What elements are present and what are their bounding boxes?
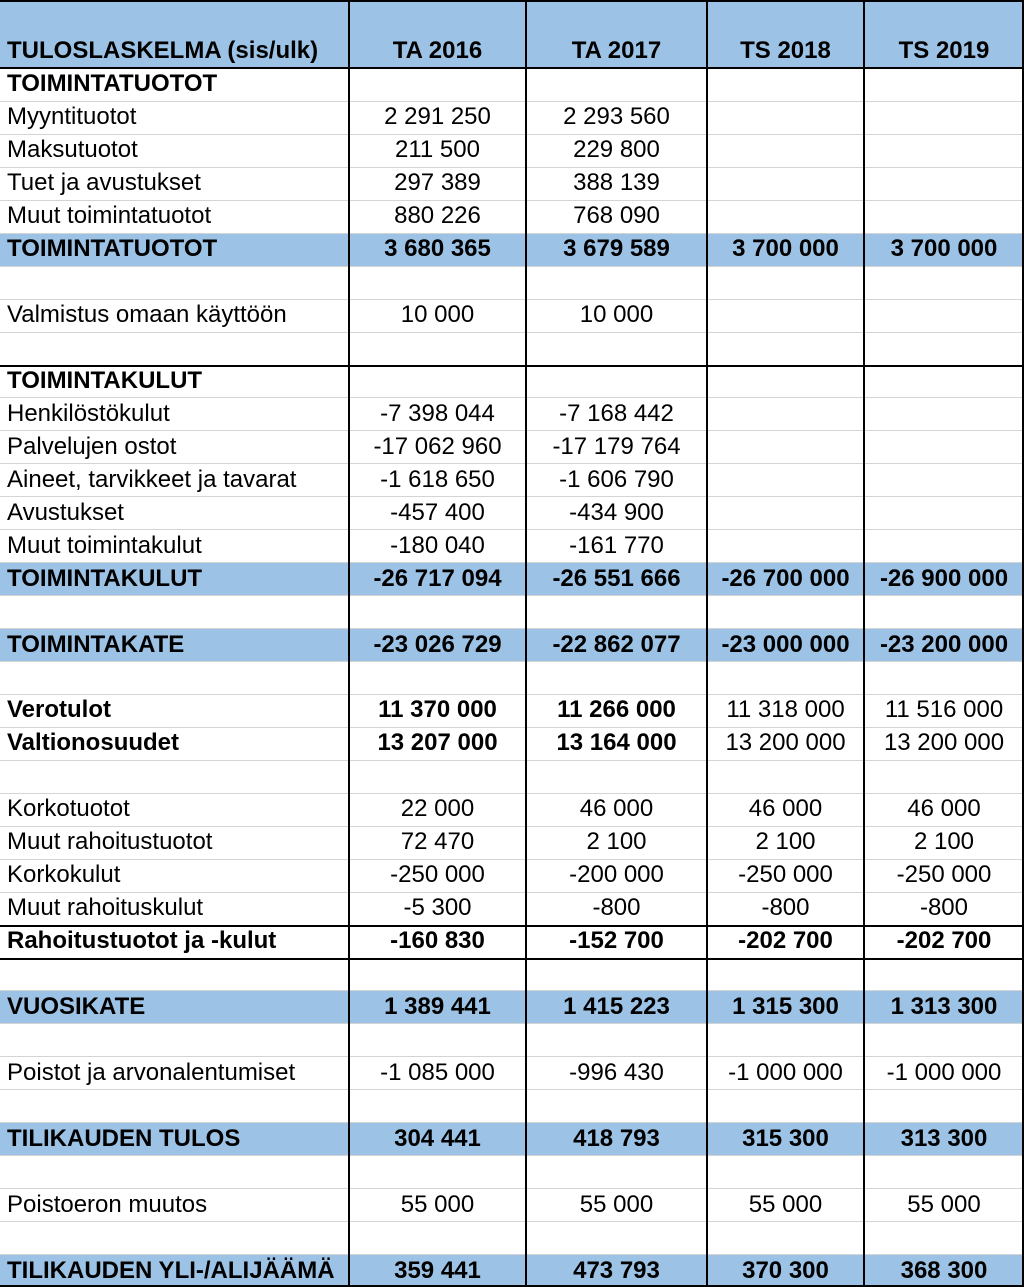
row-divider	[0, 1254, 1024, 1255]
row-value-col-2	[526, 1023, 707, 1056]
row-divider	[0, 430, 1024, 431]
row-divider	[0, 266, 1024, 267]
row-value-col-4	[864, 167, 1024, 200]
row-value-col-3: 11 318 000	[726, 696, 845, 724]
row-label: TILIKAUDEN TULOS	[7, 1124, 241, 1152]
row-value-col-3: 3 700 000	[732, 235, 839, 263]
row-value-col-4	[864, 529, 1024, 562]
table-row-myyntituotot	[0, 101, 1024, 134]
section-divider	[0, 958, 1024, 960]
row-value-col-2: -17 179 764	[552, 432, 681, 460]
row-value-col-2: 768 090	[573, 202, 660, 230]
row-value-col-4: 368 300	[900, 1256, 988, 1284]
row-value-col-3: 46 000	[748, 795, 823, 823]
row-value-col-3	[707, 958, 864, 991]
table-row-palvelujen-ostot	[0, 430, 1024, 463]
row-divider	[0, 892, 1024, 893]
row-value-col-4	[864, 430, 1024, 463]
row-value-col-1: -180 040	[390, 531, 485, 559]
row-value-col-3	[707, 463, 864, 496]
row-value-col-1	[349, 1155, 526, 1188]
row-divider	[0, 595, 1024, 596]
row-value-col-3	[707, 266, 864, 299]
row-value-col-4	[864, 365, 1024, 398]
row-divider	[0, 1056, 1024, 1057]
row-value-col-1	[349, 958, 526, 991]
table-row-toimintatuotot	[0, 233, 1024, 266]
row-divider	[0, 167, 1024, 168]
row-value-col-3: -1 000 000	[728, 1058, 843, 1086]
row-label: Valtionosuudet	[7, 729, 180, 757]
row-value-col-1: -7 398 044	[380, 399, 495, 427]
row-value-col-2	[526, 332, 707, 365]
table-row-spacer	[0, 1221, 1024, 1254]
row-label: Poistoeron muutos	[7, 1190, 208, 1218]
row-value-col-2	[526, 958, 707, 991]
row-value-col-4	[864, 266, 1024, 299]
row-value-col-2: 2 293 560	[563, 103, 670, 131]
row-value-col-2: -996 430	[569, 1058, 664, 1086]
row-label: Tuet ja avustukset	[7, 169, 201, 197]
row-value-col-2	[526, 1089, 707, 1122]
row-value-col-1	[349, 266, 526, 299]
row-label	[0, 958, 349, 991]
row-label: Muut toimintatuotot	[7, 202, 212, 230]
row-value-col-2: 3 679 589	[563, 235, 670, 263]
row-value-col-1: 304 441	[394, 1124, 481, 1152]
row-divider	[0, 562, 1024, 563]
table-row-toimintatuotot	[0, 68, 1024, 101]
row-value-col-1	[349, 365, 526, 398]
row-value-col-2: 46 000	[579, 795, 654, 823]
table-row-spacer	[0, 266, 1024, 299]
row-label: Muut rahoituskulut	[7, 894, 204, 922]
row-value-col-4	[864, 958, 1024, 991]
row-value-col-1: 1 389 441	[384, 992, 491, 1020]
row-value-col-4	[864, 595, 1024, 628]
row-divider	[0, 628, 1024, 629]
row-value-col-1: 22 000	[400, 795, 475, 823]
column-header-ta-2017: TA 2017	[571, 37, 662, 64]
row-value-col-2: 2 100	[586, 828, 647, 856]
row-label: Poistot ja arvonalentumiset	[7, 1058, 296, 1086]
row-value-col-2: 473 793	[573, 1256, 660, 1284]
row-value-col-1: 2 291 250	[384, 103, 491, 131]
row-divider	[0, 1188, 1024, 1189]
row-divider	[0, 826, 1024, 827]
row-value-col-3: -202 700	[738, 927, 833, 955]
row-value-col-1: -160 830	[390, 927, 485, 955]
row-label: Valmistus omaan käyttöön	[7, 301, 287, 329]
row-label: Muut rahoitustuotot	[7, 828, 213, 856]
row-value-col-3	[707, 430, 864, 463]
row-value-col-3: 55 000	[748, 1190, 823, 1218]
row-label: TOIMINTATUOTOT	[7, 70, 218, 98]
row-divider	[0, 463, 1024, 464]
row-value-col-4	[864, 760, 1024, 793]
row-value-col-4	[864, 101, 1024, 134]
row-label: Myyntituotot	[7, 103, 137, 131]
row-value-col-3: -26 700 000	[721, 564, 850, 592]
row-label: Henkilöstökulut	[7, 399, 170, 427]
table-row-valtionosuudet	[0, 727, 1024, 760]
table-row-muut-rahoituskulut	[0, 892, 1024, 925]
table-row-spacer	[0, 661, 1024, 694]
row-value-col-1: 211 500	[395, 136, 480, 164]
row-value-col-1: 72 470	[400, 828, 475, 856]
row-value-col-3	[707, 134, 864, 167]
row-value-col-4: 11 516 000	[884, 696, 1004, 724]
row-value-col-4: 1 313 300	[890, 992, 998, 1020]
row-value-col-4	[864, 496, 1024, 529]
table-row-tuet-ja-avustukset	[0, 167, 1024, 200]
row-value-col-4: 46 000	[907, 795, 981, 823]
row-label: Verotulot	[7, 696, 112, 724]
row-divider	[0, 332, 1024, 333]
table-row-maksutuotot	[0, 134, 1024, 167]
row-value-col-3	[707, 332, 864, 365]
row-label	[0, 1221, 349, 1254]
row-value-col-3: 315 300	[742, 1124, 829, 1152]
table-row-spacer	[0, 595, 1024, 628]
row-divider	[0, 200, 1024, 201]
row-value-col-1: 359 441	[394, 1256, 481, 1284]
row-label: TOIMINTAKULUT	[7, 564, 203, 592]
row-divider	[0, 397, 1024, 398]
row-value-col-2: 388 139	[573, 169, 660, 197]
row-value-col-4	[864, 1089, 1024, 1122]
row-value-col-1: 10 000	[400, 301, 475, 329]
row-value-col-4	[864, 299, 1024, 332]
column-header-ta-2016: TA 2016	[392, 37, 483, 64]
row-divider	[0, 1122, 1024, 1123]
table-row-valmistus-omaan-kayttoon	[0, 299, 1024, 332]
row-label: Korkotuotot	[7, 795, 130, 823]
row-value-col-1	[349, 1023, 526, 1056]
table-row-rahoitustuotot-ja-kulut	[0, 925, 1024, 958]
row-value-col-4: -202 700	[896, 927, 992, 955]
row-label	[0, 1155, 349, 1188]
row-value-col-1	[349, 760, 526, 793]
row-divider	[0, 1155, 1024, 1156]
row-value-col-3	[707, 1023, 864, 1056]
row-label	[0, 595, 349, 628]
row-divider	[0, 859, 1024, 860]
table-row-spacer	[0, 332, 1024, 365]
row-divider	[0, 793, 1024, 794]
table-row-korkotuotot	[0, 793, 1024, 826]
table-row-muut-toimintatuotot	[0, 200, 1024, 233]
row-divider	[0, 661, 1024, 662]
row-divider	[0, 101, 1024, 102]
row-value-col-1: -1 618 650	[380, 465, 495, 493]
row-value-col-2	[526, 1221, 707, 1254]
table-row-toimintakulut	[0, 365, 1024, 398]
row-value-col-3	[707, 1089, 864, 1122]
row-value-col-3: 2 100	[755, 828, 816, 856]
row-label	[0, 760, 349, 793]
table-title: TULOSLASKELMA (sis/ulk)	[7, 37, 319, 64]
row-value-col-3: -250 000	[738, 861, 833, 889]
row-label: Aineet, tarvikkeet ja tavarat	[7, 465, 297, 493]
row-value-col-3	[707, 661, 864, 694]
row-value-col-3: 13 200 000	[725, 729, 846, 757]
row-value-col-4: 2 100	[913, 828, 975, 856]
row-value-col-1: 11 370 000	[378, 696, 497, 724]
row-value-col-2: 229 800	[573, 136, 660, 164]
table-row-henkilostokulut	[0, 397, 1024, 430]
row-value-col-4: -26 900 000	[879, 564, 1009, 592]
row-label	[0, 266, 349, 299]
column-divider	[863, 0, 865, 1287]
row-value-col-3	[707, 365, 864, 398]
table-row-spacer	[0, 1155, 1024, 1188]
row-value-col-4: -800	[919, 894, 969, 922]
row-value-col-2	[526, 365, 707, 398]
row-value-col-3	[707, 595, 864, 628]
row-value-col-2: 11 266 000	[557, 696, 676, 724]
row-divider	[0, 990, 1024, 991]
row-value-col-4	[864, 1155, 1024, 1188]
row-label: Korkokulut	[7, 861, 121, 889]
row-divider	[0, 727, 1024, 728]
row-value-col-1: -23 026 729	[373, 630, 502, 658]
table-row-poistoeron-muutos	[0, 1188, 1024, 1221]
row-divider	[0, 299, 1024, 300]
row-value-col-1: 55 000	[400, 1190, 475, 1218]
column-header-ts-2018: TS 2018	[740, 37, 831, 64]
row-value-col-1	[349, 661, 526, 694]
row-value-col-1: 13 207 000	[377, 729, 498, 757]
row-value-col-2: -161 770	[569, 531, 664, 559]
row-value-col-3	[707, 299, 864, 332]
row-value-col-1: 3 680 365	[384, 235, 491, 263]
row-value-col-1: -26 717 094	[373, 564, 502, 592]
row-value-col-2	[526, 1155, 707, 1188]
row-value-col-2: -800	[592, 894, 641, 922]
table-row-avustukset	[0, 496, 1024, 529]
row-value-col-4	[864, 1023, 1024, 1056]
row-value-col-3	[707, 167, 864, 200]
row-value-col-2	[526, 68, 707, 101]
row-value-col-1: 297 389	[394, 169, 481, 197]
table-row-spacer	[0, 958, 1024, 991]
row-value-col-3	[707, 496, 864, 529]
table-row-tilikauden-tulos	[0, 1122, 1024, 1155]
row-value-col-2	[526, 760, 707, 793]
row-divider	[0, 1089, 1024, 1090]
row-label: TOIMINTATUOTOT	[7, 235, 218, 263]
row-value-col-1: -457 400	[390, 498, 485, 526]
row-divider	[0, 529, 1024, 530]
row-value-col-3: 370 300	[742, 1256, 829, 1284]
table-row-spacer	[0, 760, 1024, 793]
row-label: Maksutuotot	[7, 136, 138, 164]
row-label	[0, 661, 349, 694]
row-value-col-3	[707, 200, 864, 233]
table-row-toimintakate	[0, 628, 1024, 661]
row-value-col-4: -1 000 000	[886, 1058, 1002, 1086]
row-value-col-2: 55 000	[579, 1190, 654, 1218]
table-row-poistot-ja-arvonalentumiset	[0, 1056, 1024, 1089]
row-label: Avustukset	[7, 498, 124, 526]
column-divider	[525, 0, 527, 1287]
row-value-col-3	[707, 760, 864, 793]
table-row-verotulot	[0, 694, 1024, 727]
row-divider	[0, 134, 1024, 135]
row-value-col-3	[707, 68, 864, 101]
row-value-col-4	[864, 68, 1024, 101]
row-value-col-3	[707, 529, 864, 562]
row-divider	[0, 1023, 1024, 1024]
row-label: TOIMINTAKATE	[7, 630, 185, 658]
row-value-col-1: -1 085 000	[380, 1058, 495, 1086]
row-value-col-3: -800	[761, 894, 810, 922]
row-value-col-4: -23 200 000	[879, 630, 1009, 658]
row-value-col-2: -1 606 790	[559, 465, 674, 493]
row-label	[0, 1023, 349, 1056]
row-value-col-3	[707, 1155, 864, 1188]
row-value-col-4	[864, 463, 1024, 496]
row-value-col-1: -250 000	[390, 861, 485, 889]
row-value-col-3	[707, 1221, 864, 1254]
row-value-col-2	[526, 266, 707, 299]
section-divider	[0, 365, 1024, 367]
row-label: TILIKAUDEN YLI-/ALIJÄÄMÄ	[7, 1256, 335, 1284]
row-value-col-3	[707, 397, 864, 430]
row-value-col-4: 313 300	[900, 1124, 988, 1152]
row-value-col-2: 13 164 000	[556, 729, 677, 757]
row-value-col-4	[864, 397, 1024, 430]
row-label: VUOSIKATE	[7, 992, 146, 1020]
row-value-col-4	[864, 200, 1024, 233]
column-divider	[706, 0, 708, 1287]
row-value-col-2: 10 000	[579, 301, 654, 329]
row-divider	[0, 1221, 1024, 1222]
table-row-tilikauden-yli-alijaama	[0, 1254, 1024, 1287]
table-row-vuosikate	[0, 990, 1024, 1023]
row-value-col-2	[526, 595, 707, 628]
row-divider	[0, 760, 1024, 761]
row-label: Muut toimintakulut	[7, 531, 202, 559]
row-value-col-2: -200 000	[569, 861, 664, 889]
row-value-col-3	[707, 101, 864, 134]
table-row-spacer	[0, 1023, 1024, 1056]
row-value-col-2	[526, 661, 707, 694]
row-value-col-3: -23 000 000	[721, 630, 850, 658]
row-divider	[0, 496, 1024, 497]
section-divider	[0, 925, 1024, 927]
row-label	[0, 332, 349, 365]
row-divider	[0, 694, 1024, 695]
row-value-col-1	[349, 332, 526, 365]
row-value-col-4	[864, 134, 1024, 167]
column-header-ts-2019: TS 2019	[898, 37, 990, 64]
table-header-row	[0, 2, 1024, 68]
row-value-col-2: 1 415 223	[563, 992, 670, 1020]
row-value-col-2: -26 551 666	[552, 564, 681, 592]
row-value-col-2: -152 700	[569, 927, 664, 955]
row-value-col-1	[349, 1221, 526, 1254]
row-value-col-1	[349, 595, 526, 628]
row-value-col-1: -5 300	[403, 894, 472, 922]
table-row-spacer	[0, 1089, 1024, 1122]
row-divider	[0, 233, 1024, 234]
row-value-col-4	[864, 661, 1024, 694]
row-value-col-4: 55 000	[907, 1190, 981, 1218]
column-divider	[348, 0, 350, 1287]
row-label: TOIMINTAKULUT	[7, 366, 203, 394]
row-value-col-4: -250 000	[896, 861, 992, 889]
table-row-muut-rahoitustuotot	[0, 826, 1024, 859]
row-value-col-1	[349, 1089, 526, 1122]
row-label: Palvelujen ostot	[7, 432, 177, 460]
table-row-korkokulut	[0, 859, 1024, 892]
row-label: Rahoitustuotot ja -kulut	[7, 927, 277, 955]
table-row-muut-toimintakulut	[0, 529, 1024, 562]
row-value-col-1	[349, 68, 526, 101]
row-value-col-1: -17 062 960	[373, 432, 502, 460]
row-value-col-4	[864, 332, 1024, 365]
row-value-col-2: -22 862 077	[552, 630, 681, 658]
row-value-col-2: -434 900	[569, 498, 664, 526]
row-value-col-4: 13 200 000	[883, 729, 1005, 757]
row-value-col-2: 418 793	[573, 1124, 660, 1152]
row-value-col-4	[864, 1221, 1024, 1254]
row-value-col-3: 1 315 300	[732, 992, 839, 1020]
header-bottom-border	[0, 67, 1024, 69]
table-row-toimintakulut	[0, 562, 1024, 595]
row-value-col-2: -7 168 442	[559, 399, 674, 427]
row-value-col-4: 3 700 000	[890, 235, 998, 263]
table-row-aineet-tarvikkeet-ja-tavarat	[0, 463, 1024, 496]
row-label	[0, 1089, 349, 1122]
table-top-border	[0, 0, 1024, 2]
row-value-col-1: 880 226	[394, 202, 481, 230]
